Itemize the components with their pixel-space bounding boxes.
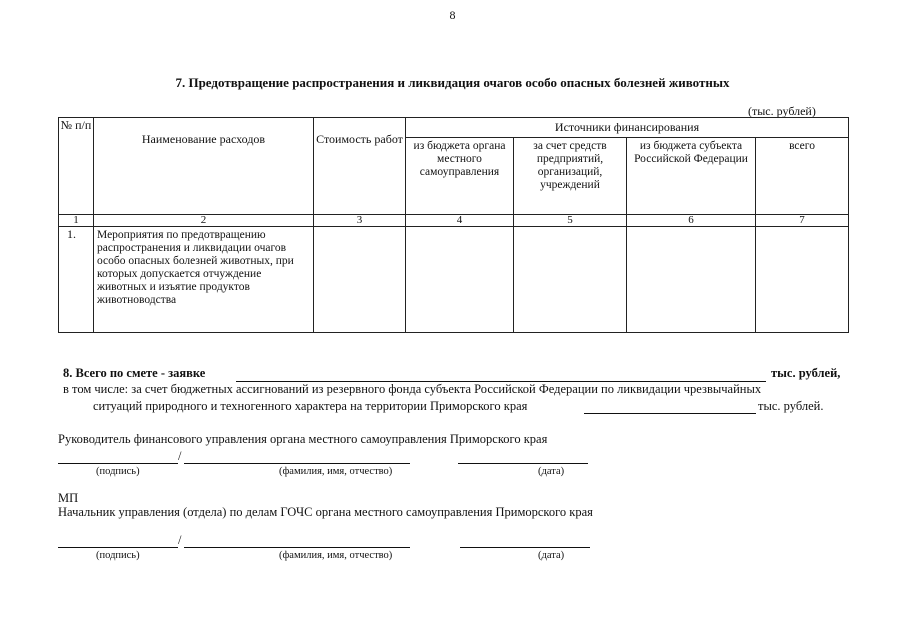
col-number: 1 xyxy=(59,215,94,227)
col-number: 5 xyxy=(514,215,627,227)
row-local-budget xyxy=(406,227,514,333)
caption-signature: (подпись) xyxy=(96,466,140,477)
col-number: 3 xyxy=(314,215,406,227)
date-line xyxy=(460,547,590,548)
date-line xyxy=(458,463,588,464)
col-number: 6 xyxy=(627,215,756,227)
header-local-budget: из бюджета органа местного самоуправления xyxy=(406,138,514,215)
mp-label: МП xyxy=(58,491,79,505)
including-line-1: в том числе: за счет бюджетных ассигнований из резервного фонда субъекта Российской Федерации по ликвидации чрезвычайных xyxy=(63,382,762,396)
header-subject-budget: из бюджета субъекта Российской Федерации xyxy=(627,138,756,215)
caption-date: (дата) xyxy=(538,466,565,477)
col-number: 2 xyxy=(94,215,314,227)
row-enterprises xyxy=(514,227,627,333)
table-row xyxy=(59,227,849,333)
row-subject-budget xyxy=(627,227,756,333)
caption-date: (дата) xyxy=(538,550,565,561)
caption-name: (фамилия, имя, отчество) xyxy=(279,550,393,561)
header-enterprises: за счет средств предприятий, организаций, учреждений xyxy=(514,138,627,215)
reserve-amount-blank xyxy=(584,413,756,414)
including-line-2: ситуаций природного и техногенного характера на территории Приморского края xyxy=(93,399,528,413)
header-total: всего xyxy=(756,138,849,215)
header-num: № п/п xyxy=(59,118,94,215)
name-line xyxy=(184,463,410,464)
row-name: Мероприятия по предотвращению распространения и ликвидации очагов особо опасных болезней животных, при которых допускается отчуждение животных и изъятие продуктов животноводства xyxy=(94,227,314,333)
section-7-title: 7. Предотвращение распространения и ликвидация очагов особо опасных болезней животных xyxy=(175,75,730,90)
row-cost xyxy=(314,227,406,333)
slash: / xyxy=(178,449,182,463)
row-num: 1. xyxy=(59,227,94,333)
header-sources: Источники финансирования xyxy=(406,118,849,138)
caption-signature: (подпись) xyxy=(96,550,140,561)
col-number: 4 xyxy=(406,215,514,227)
section-8-units: тыс. рублей, xyxy=(771,366,841,380)
header-name: Наименование расходов xyxy=(94,118,314,215)
page-number: 8 xyxy=(449,8,456,22)
caption-name: (фамилия, имя, отчество) xyxy=(279,466,393,477)
row-total xyxy=(756,227,849,333)
expense-table xyxy=(58,117,849,333)
including-units: тыс. рублей. xyxy=(758,399,824,413)
section-8-title: 8. Всего по смете - заявке xyxy=(63,366,206,380)
signature-line xyxy=(58,463,178,464)
header-cost: Стоимость работ xyxy=(314,118,406,215)
gochs-head-title: Начальник управления (отдела) по делам ГОЧС органа местного самоуправления Приморского края xyxy=(58,505,593,519)
col-number: 7 xyxy=(756,215,849,227)
signature-line xyxy=(58,547,178,548)
finance-head-title: Руководитель финансового управления органа местного самоуправления Приморского края xyxy=(58,432,548,446)
name-line xyxy=(184,547,410,548)
slash: / xyxy=(178,533,182,547)
units-label: (тыс. рублей) xyxy=(748,104,816,118)
